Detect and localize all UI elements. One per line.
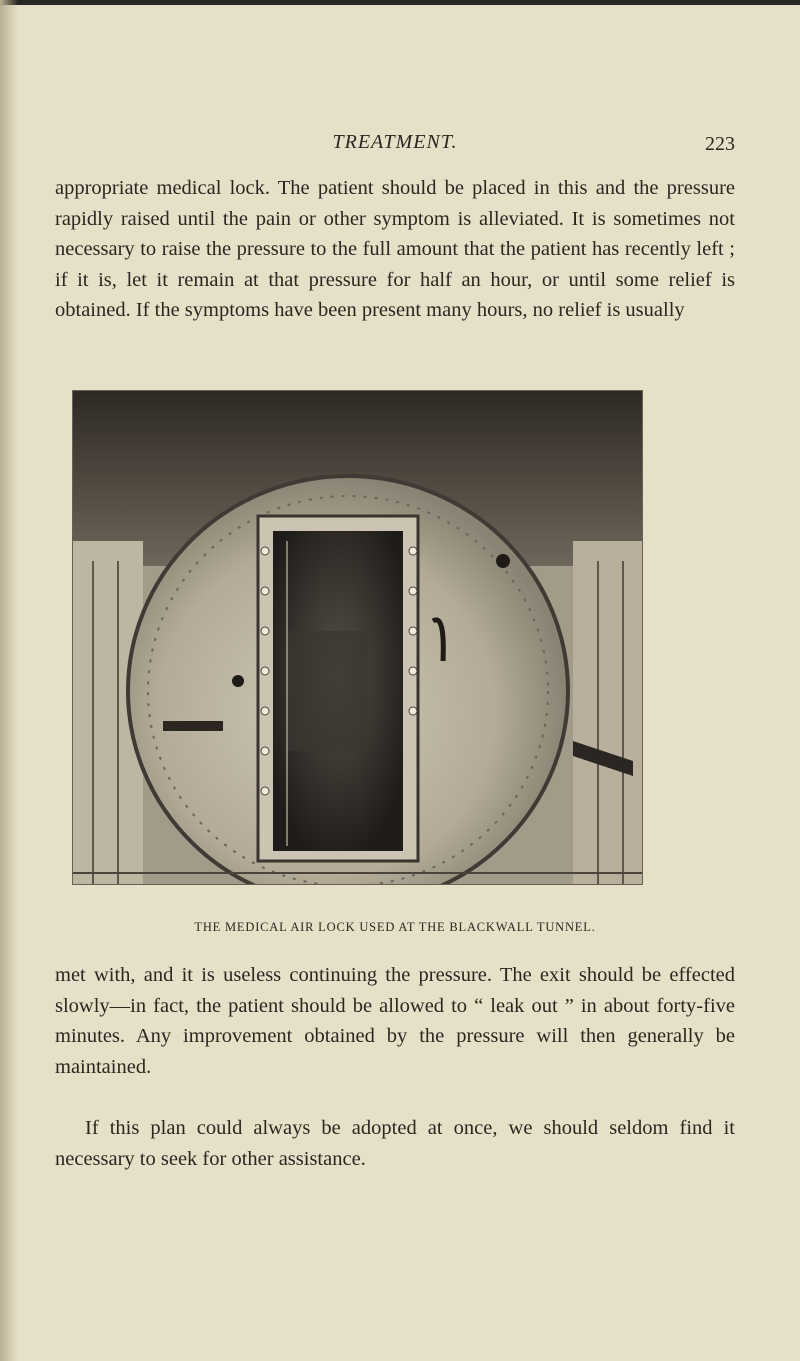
paragraph-1: appropriate medical lock. The patient should be placed in this and the pressure rapidly raised until the pain or other symptom is alleviated. It is sometimes not necessary to raise the pressure to the full amount that the patient has recently left ; if it is, let it remain at that pressure for half an hour, or until some relief is obtained. If the symptoms have been present many hours, no relief is usually (55, 177, 735, 321)
paragraph-2: met with, and it is useless continuing the pressure. The exit should be effected slowly—in fact, the patient should be allowed to “ leak out ” in about forty-five minutes. Any improvement obtained by the pressure will then generally be maintained. (55, 964, 735, 1078)
figure-caption: THE MEDICAL AIR LOCK USED AT THE BLACKWALL TUNNEL. (194, 920, 596, 934)
paragraph-3: If this plan could always be adopted at once, we should seldom find it necessary to seek for other assistance. (55, 1117, 735, 1170)
running-title: TREATMENT. (332, 131, 458, 153)
page-header (55, 127, 735, 163)
page-binding-edge (0, 0, 18, 1361)
page-number: 223 (705, 133, 735, 155)
air-lock-photograph (72, 390, 643, 885)
air-lock-illustration (73, 391, 642, 884)
top-edge-rule (0, 0, 800, 5)
